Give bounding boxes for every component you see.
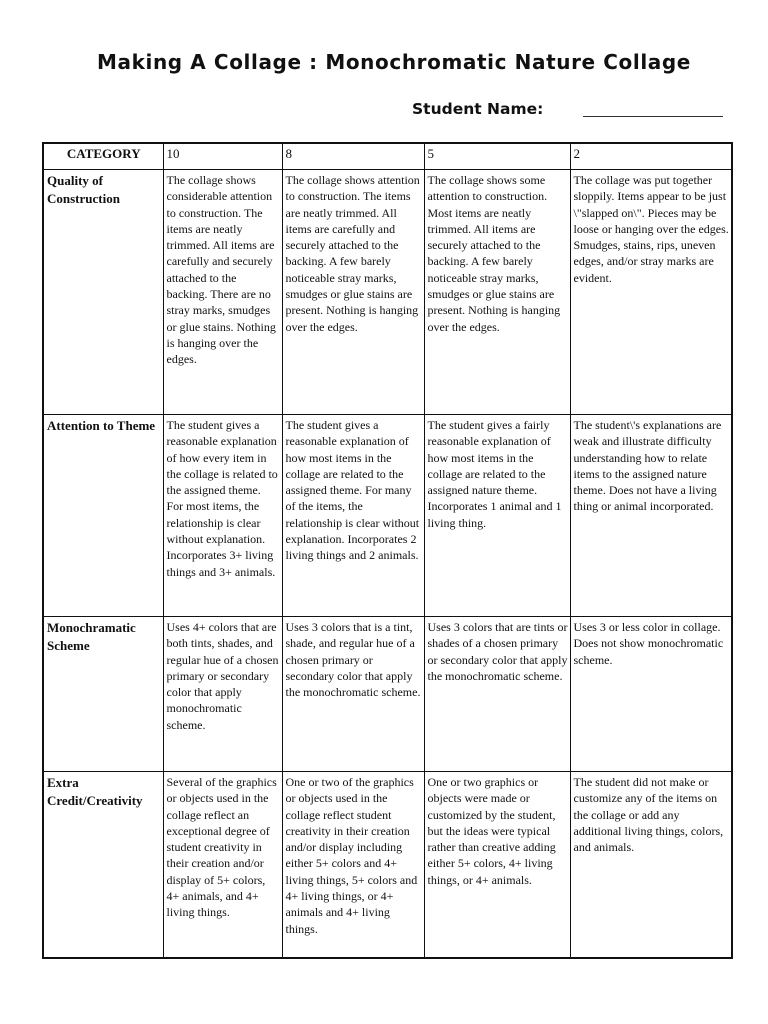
criteria-cell-8: The student gives a reasonable explanation of how most items in the collage are related to the assigned theme. For many of the items, the relationship is clear without explanation. Incorporates 2 living things and 2 animals. [282, 415, 424, 617]
header-score-2: 2 [570, 143, 732, 170]
criteria-cell-2: The student\'s explanations are weak and illustrate difficulty understanding how to relate items to the assigned nature theme. Does not have a living thing or animal incorporated. [570, 415, 732, 617]
category-cell: Attention to Theme [43, 415, 163, 617]
criteria-cell-5: One or two graphics or objects were made or customized by the student, but the ideas were typical rather than creative adding either 5+ colors, 4+ living things, or 4+ animals. [424, 772, 570, 958]
header-score-10: 10 [163, 143, 282, 170]
student-name-line[interactable] [583, 116, 723, 117]
category-cell: Extra Credit/Creativity [43, 772, 163, 958]
criteria-cell-2: The collage was put together sloppily. Items appear to be just \"slapped on\". Pieces may be loose or hanging over the edges. Smudges, stains, rips, uneven edges, and/or stray marks are evident. [570, 170, 732, 415]
category-cell: Monochramatic Scheme [43, 617, 163, 772]
page-title: Making A Collage : Monochromatic Nature Collage [97, 50, 691, 74]
header-score-8: 8 [282, 143, 424, 170]
header-score-5: 5 [424, 143, 570, 170]
header-category: CATEGORY [43, 143, 163, 170]
rubric-row-quality-of-construction [43, 170, 732, 415]
criteria-cell-8: Uses 3 colors that is a tint, shade, and regular hue of a chosen primary or secondary color that apply the monochromatic scheme. [282, 617, 424, 772]
criteria-cell-5: The student gives a fairly reasonable explanation of how most items in the collage are related to the assigned nature theme. Incorporates 1 animal and 1 living thing. [424, 415, 570, 617]
rubric-row-attention-to-theme [43, 415, 732, 617]
criteria-cell-8: The collage shows attention to construction. The items are neatly trimmed. All items are carefully and securely attached to the backing. A few barely noticeable stray marks, smudges or glue stains are present. Nothing is hanging over the edges. [282, 170, 424, 415]
rubric-table [42, 142, 733, 959]
rubric-row-extra-credit-creativity [43, 772, 732, 958]
criteria-cell-2: The student did not make or customize any of the items on the collage or add any additional living things, colors, and animals. [570, 772, 732, 958]
criteria-cell-8: One or two of the graphics or objects used in the collage reflect student creativity in their creation and/or display including either 5+ colors and 4+ living things, 5+ colors and 4+ living things, or 4+ animals and 4+ living things. [282, 772, 424, 958]
criteria-cell-10: The collage shows considerable attention to construction. The items are neatly trimmed. All items are carefully and securely attached to the backing. There are no stray marks, smudges or glue stains. Nothing is hanging over the edges. [163, 170, 282, 415]
criteria-cell-10: The student gives a reasonable explanation of how every item in the collage is related to the assigned theme. For most items, the relationship is clear without explanation. Incorporates 3+ living things and 3+ animals. [163, 415, 282, 617]
criteria-cell-10: Uses 4+ colors that are both tints, shades, and regular hue of a chosen primary or secondary color that apply monochromatic scheme. [163, 617, 282, 772]
criteria-cell-2: Uses 3 or less color in collage. Does not show monochromatic scheme. [570, 617, 732, 772]
student-name-label: Student Name: [412, 100, 544, 118]
rubric-row-monochramatic-scheme [43, 617, 732, 772]
criteria-cell-5: The collage shows some attention to construction. Most items are neatly trimmed. All items are securely attached to the backing. A few barely noticeable stray marks, smudges or glue stains are present. Nothing is hanging over the edges. [424, 170, 570, 415]
criteria-cell-10: Several of the graphics or objects used in the collage reflect an exceptional degree of student creativity in their creation and/or display of 5+ colors, 4+ animals, and 4+ living things. [163, 772, 282, 958]
rubric-header-row [43, 143, 732, 170]
criteria-cell-5: Uses 3 colors that are tints or shades of a chosen primary or secondary color that apply the monochromatic scheme. [424, 617, 570, 772]
category-cell: Quality of Construction [43, 170, 163, 415]
